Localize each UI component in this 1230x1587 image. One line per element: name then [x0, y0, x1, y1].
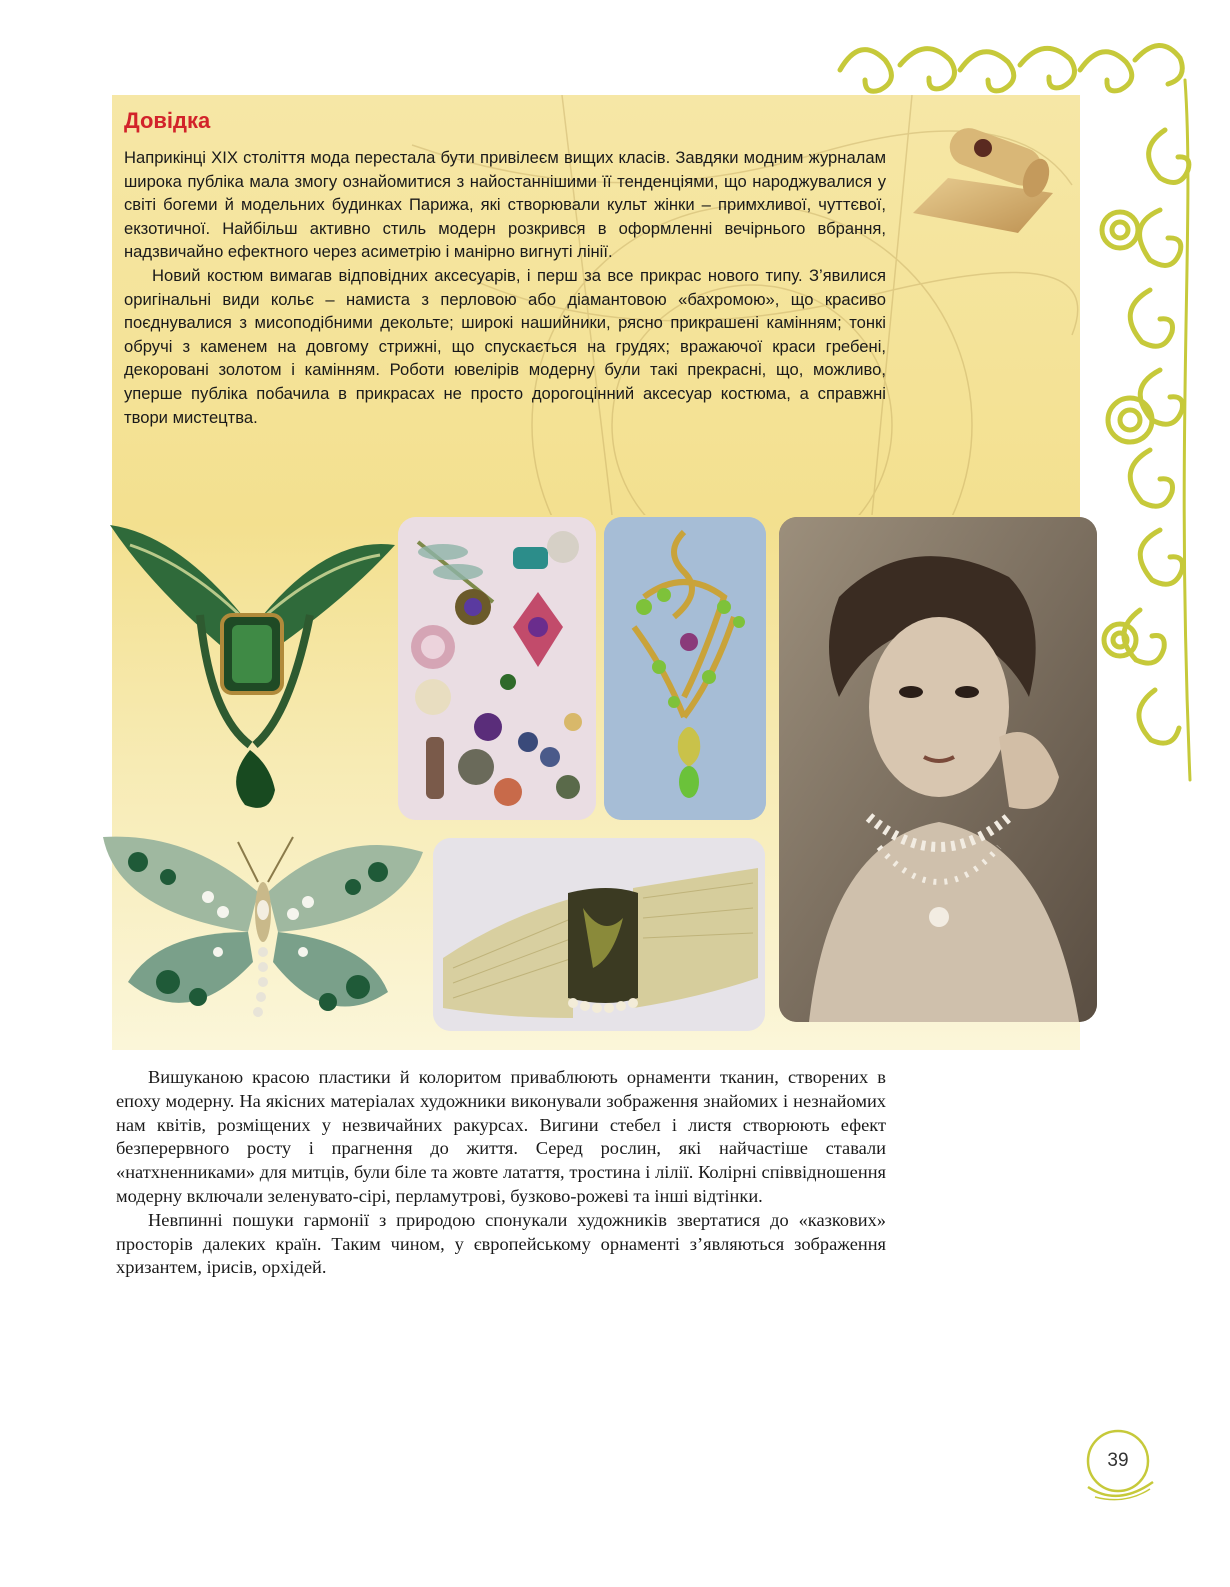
body-paragraph: Вишуканою красою пластики й колоритом приваблюють орнаменти тканин, створених в епоху модерну. На якісних матеріалах художники виконували зображення знайомих і незнайомих нам квітів, розміщених у незвичайних ракурсах. Вигини стебел і листя створюють ефект безперервного росту і прагнення до життя. Серед рослин, які найчастіше ставали «натхненниками» для митців, були біле та жовте латаття, тростина і лілії. Колірні співвідношення модерну включали зеленувато-сірі, перламутрові, бузково-рожеві та інші відтінки.: [116, 1067, 886, 1206]
page-number: 39: [1107, 1450, 1129, 1471]
portrait-photo: [779, 517, 1097, 1022]
pendant-photo: [604, 517, 766, 820]
bracelet-photo: [433, 838, 765, 1031]
butterfly-brooch-image: [98, 822, 428, 1032]
reference-text: [124, 146, 886, 429]
portrait-image: [779, 517, 1097, 1022]
reference-heading: Довідка: [124, 108, 211, 133]
reference-paragraph: Наприкінці XIX століття мода перестала бути привілеєм вищих класів. Завдяки модним журналам широка публіка мала змогу ознайомитися з найостаннішими її тенденціями, що народжувалися у світі богеми й модельних будинках Парижа, які створювали культ жінки – примхливої, чуттєвої, екзотичної. Найбільш активно стиль модерн розкрився в оформленні вечірнього вбрання, надзвичайно ефектного через асиметрію і манірно вигнуті лінії.: [124, 148, 886, 262]
winged-pendant-image: [110, 515, 395, 815]
brooches-image: [398, 517, 596, 820]
body-paragraph: Невпинні пошуки гармонії з природою спонукали художників звертатися до «казкових» просторів далеких країн. Таким чином, у європейському орнаменті з’являються зображення хризантем, ірисів, орхідей.: [116, 1209, 886, 1278]
reference-paragraph: Новий костюм вимагав відповідних аксесуарів, і перш за все прикрас нового типу. З’явилися оригінальні види кольє – намиста з перловою або діамантовою «бахромою», що красиво поєднувалися з мисоподібними декольте; широкі нашийники, рясно прикрашені камінням; тонкі обручі з каменем на довгому стрижні, що спускається на грудях; вражаючої краси гребені, декоровані золотом і камінням. Роботи ювелірів модерну були такі прекрасні, що, можливо, уперше публіка побачила в прикрасах не просто дорогоцінний аксесуар костюма, а справжні твори мистецтва.: [124, 265, 886, 427]
brooches-photo: [398, 517, 596, 820]
bracelet-image: [433, 838, 765, 1031]
scroll-illustration: [908, 118, 1058, 238]
pendant-image: [604, 517, 766, 820]
body-text: [116, 1066, 886, 1280]
